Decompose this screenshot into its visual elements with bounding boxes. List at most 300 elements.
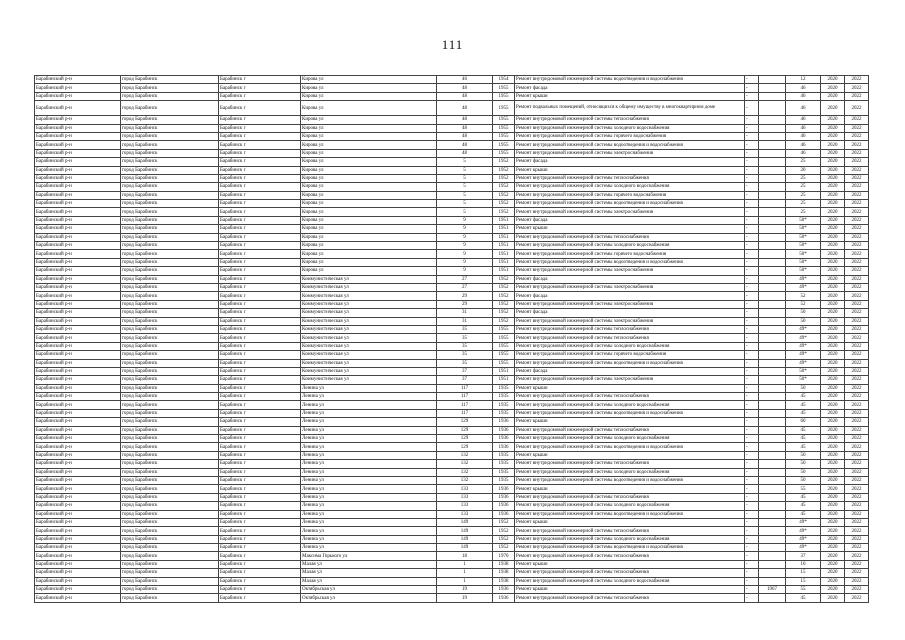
year-from-cell: 2020 [821,208,845,216]
work-type-cell: Ремонт крыши [515,225,745,233]
extra-year-cell [759,267,786,275]
year-built-cell: 1951 [493,242,515,250]
street-cell: Кирова ул [301,92,437,100]
percent-cell: 50 [786,476,821,484]
work-type-cell: Ремонт внутридомовой инженерной системы теплоснабжения [515,426,745,434]
percent-cell: 45 [786,493,821,501]
street-cell: Кирова ул [301,174,437,182]
table-row [35,435,869,443]
extra-year-cell [759,560,786,568]
house-number-cell: 117 [437,409,493,417]
table-row [35,292,869,300]
settlement-cell: город Барабинск [121,325,219,333]
street-cell: Ленина ул [301,527,437,535]
year-from-cell: 2020 [821,510,845,518]
year-built-cell: 1970 [493,552,515,560]
percent-cell: 25 [786,191,821,199]
year-built-cell: 1955 [493,359,515,367]
table-row [35,250,869,258]
street-cell: Октябрьская ул [301,594,437,602]
district-cell: Барабинский р-н [35,510,121,518]
table-row [35,510,869,518]
dash-cell: - [745,166,759,174]
settlement-cell: город Барабинск [121,426,219,434]
locality-cell: Барабинск г [219,426,301,434]
work-type-cell: Ремонт крыши [515,560,745,568]
dash-cell: - [745,283,759,291]
dash-cell: - [745,300,759,308]
house-number-cell: 48 [437,116,493,124]
settlement-cell: город Барабинск [121,586,219,594]
year-built-cell: 1952 [493,292,515,300]
extra-year-cell [759,351,786,359]
table-row [35,300,869,308]
extra-year-cell [759,233,786,241]
street-cell: Ленина ул [301,518,437,526]
percent-cell: 12 [786,76,821,84]
street-cell: Ленина ул [301,435,437,443]
table-row [35,141,869,149]
year-built-cell: 1955 [493,116,515,124]
work-type-cell: Ремонт крыши [515,518,745,526]
locality-cell: Барабинск г [219,476,301,484]
extra-year-cell [759,569,786,577]
year-built-cell: 1951 [493,376,515,384]
district-cell: Барабинский р-н [35,116,121,124]
year-from-cell: 2020 [821,426,845,434]
year-to-cell: 2022 [845,376,869,384]
table-row [35,426,869,434]
street-cell: Ленина ул [301,502,437,510]
work-type-cell: Ремонт внутридомовой инженерной системы горячего водоснабжения [515,132,745,140]
work-type-cell: Ремонт внутридомовой инженерной системы теплоснабжения [515,334,745,342]
work-type-cell: Ремонт внутридомовой инженерной системы водоотведения и водоснабжения [515,476,745,484]
dash-cell: - [745,426,759,434]
district-cell: Барабинский р-н [35,418,121,426]
locality-cell: Барабинск г [219,493,301,501]
extra-year-cell [759,141,786,149]
work-type-cell: Ремонт внутридомовой инженерной системы водоотведения и водоснабжения [515,409,745,417]
year-to-cell: 2022 [845,124,869,132]
extra-year-cell [759,342,786,350]
year-from-cell: 2020 [821,242,845,250]
house-number-cell: 5 [437,200,493,208]
work-type-cell: Ремонт внутридомовой инженерной системы теплоснабжения [515,116,745,124]
street-cell: Кирова ул [301,141,437,149]
percent-cell: 49* [786,359,821,367]
percent-cell: 25 [786,158,821,166]
street-cell: Коммунистическая ул [301,359,437,367]
year-to-cell: 2022 [845,267,869,275]
locality-cell: Барабинск г [219,409,301,417]
house-number-cell: 5 [437,191,493,199]
street-cell: Ленина ул [301,468,437,476]
percent-cell: 45 [786,594,821,602]
house-number-cell: 133 [437,485,493,493]
table-row [35,76,869,84]
extra-year-cell [759,317,786,325]
settlement-cell: город Барабинск [121,359,219,367]
year-built-cell: 1955 [493,334,515,342]
work-type-cell: Ремонт внутридомовой инженерной системы горячего водоснабжения [515,250,745,258]
year-built-cell: 1955 [493,132,515,140]
settlement-cell: город Барабинск [121,367,219,375]
locality-cell: Барабинск г [219,351,301,359]
year-built-cell: 1936 [493,435,515,443]
dash-cell: - [745,116,759,124]
extra-year-cell [759,208,786,216]
year-from-cell: 2020 [821,393,845,401]
settlement-cell: город Барабинск [121,342,219,350]
locality-cell: Барабинск г [219,233,301,241]
house-number-cell: 46 [437,76,493,84]
table-row [35,84,869,92]
year-to-cell: 2022 [845,518,869,526]
locality-cell: Барабинск г [219,84,301,92]
year-built-cell: 1936 [493,502,515,510]
dash-cell: - [745,132,759,140]
year-to-cell: 2022 [845,116,869,124]
dash-cell: - [745,317,759,325]
settlement-cell: город Барабинск [121,116,219,124]
locality-cell: Барабинск г [219,158,301,166]
year-to-cell: 2022 [845,510,869,518]
house-number-cell: 133 [437,493,493,501]
year-from-cell: 2020 [821,101,845,116]
year-from-cell: 2020 [821,418,845,426]
extra-year-cell [759,292,786,300]
street-cell: Малая ул [301,560,437,568]
extra-year-cell [759,250,786,258]
street-cell: Ленина ул [301,418,437,426]
house-number-cell: 48 [437,141,493,149]
extra-year-cell [759,84,786,92]
table-row [35,552,869,560]
district-cell: Барабинский р-н [35,216,121,224]
dash-cell: - [745,577,759,585]
house-number-cell: 129 [437,435,493,443]
year-to-cell: 2022 [845,393,869,401]
locality-cell: Барабинск г [219,384,301,392]
locality-cell: Барабинск г [219,485,301,493]
percent-cell: 15 [786,569,821,577]
year-built-cell: 1936 [493,594,515,602]
year-built-cell: 1935 [493,468,515,476]
percent-cell: 46 [786,116,821,124]
year-built-cell: 1936 [493,426,515,434]
work-type-cell: Ремонт крыши [515,166,745,174]
house-number-cell: 5 [437,158,493,166]
year-from-cell: 2020 [821,275,845,283]
year-from-cell: 2020 [821,317,845,325]
locality-cell: Барабинск г [219,76,301,84]
year-built-cell: 1955 [493,325,515,333]
locality-cell: Барабинск г [219,560,301,568]
district-cell: Барабинский р-н [35,376,121,384]
dash-cell: - [745,233,759,241]
extra-year-cell [759,476,786,484]
settlement-cell: город Барабинск [121,401,219,409]
house-number-cell: 35 [437,334,493,342]
table-row [35,208,869,216]
settlement-cell: город Барабинск [121,124,219,132]
percent-cell: 60 [786,418,821,426]
locality-cell: Барабинск г [219,141,301,149]
year-to-cell: 2022 [845,342,869,350]
percent-cell: 50* [786,216,821,224]
work-type-cell: Ремонт подвальных помещений, относящихся к общему имуществу в многоквартирном доме [515,101,745,116]
settlement-cell: город Барабинск [121,283,219,291]
dash-cell: - [745,502,759,510]
year-to-cell: 2022 [845,191,869,199]
house-number-cell: 1 [437,577,493,585]
house-number-cell: 149 [437,535,493,543]
district-cell: Барабинский р-н [35,191,121,199]
extra-year-cell [759,577,786,585]
work-type-cell: Ремонт внутридомовой инженерной системы холодного водоснабжения [515,502,745,510]
work-type-cell: Ремонт внутридомовой инженерной системы водоотведения и водоснабжения [515,544,745,552]
street-cell: Коммунистическая ул [301,317,437,325]
year-to-cell: 2022 [845,158,869,166]
work-type-cell: Ремонт фасада [515,309,745,317]
extra-year-cell [759,158,786,166]
extra-year-cell [759,426,786,434]
dash-cell: - [745,351,759,359]
settlement-cell: город Барабинск [121,594,219,602]
year-built-cell: 1935 [493,409,515,417]
settlement-cell: город Барабинск [121,451,219,459]
percent-cell: 46 [786,132,821,140]
percent-cell: 50 [786,451,821,459]
dash-cell: - [745,409,759,417]
dash-cell: - [745,418,759,426]
locality-cell: Барабинск г [219,191,301,199]
extra-year-cell [759,418,786,426]
percent-cell: 50* [786,233,821,241]
extra-year-cell [759,493,786,501]
table-row [35,166,869,174]
settlement-cell: город Барабинск [121,493,219,501]
percent-cell: 25 [786,208,821,216]
year-built-cell: 1935 [493,460,515,468]
locality-cell: Барабинск г [219,342,301,350]
locality-cell: Барабинск г [219,325,301,333]
dash-cell: - [745,84,759,92]
year-to-cell: 2022 [845,183,869,191]
table-row [35,216,869,224]
extra-year-cell [759,535,786,543]
settlement-cell: город Барабинск [121,191,219,199]
year-built-cell: 1938 [493,560,515,568]
street-cell: Ленина ул [301,401,437,409]
dash-cell: - [745,141,759,149]
extra-year-cell [759,401,786,409]
locality-cell: Барабинск г [219,317,301,325]
percent-cell: 37 [786,552,821,560]
page-number: 111 [441,37,464,52]
district-cell: Барабинский р-н [35,544,121,552]
year-to-cell: 2022 [845,359,869,367]
district-cell: Барабинский р-н [35,250,121,258]
locality-cell: Барабинск г [219,183,301,191]
house-number-cell: 35 [437,342,493,350]
work-type-cell: Ремонт внутридомовой инженерной системы водоотведения и водоснабжения [515,76,745,84]
house-number-cell: 117 [437,401,493,409]
table-row [35,233,869,241]
year-built-cell: 1955 [493,149,515,157]
locality-cell: Барабинск г [219,586,301,594]
settlement-cell: город Барабинск [121,216,219,224]
dash-cell: - [745,200,759,208]
dash-cell: - [745,435,759,443]
year-built-cell: 1936 [493,443,515,451]
settlement-cell: город Барабинск [121,569,219,577]
work-type-cell: Ремонт крыши [515,586,745,594]
dash-cell: - [745,292,759,300]
work-type-cell: Ремонт внутридомовой инженерной системы горячего водоснабжения [515,191,745,199]
house-number-cell: 29 [437,292,493,300]
district-cell: Барабинский р-н [35,359,121,367]
year-built-cell: 1938 [493,577,515,585]
locality-cell: Барабинск г [219,275,301,283]
percent-cell: 50 [786,317,821,325]
house-number-cell: 9 [437,250,493,258]
year-to-cell: 2022 [845,535,869,543]
work-type-cell: Ремонт внутридомовой инженерной системы теплоснабжения [515,174,745,182]
dash-cell: - [745,393,759,401]
dash-cell: - [745,535,759,543]
year-to-cell: 2022 [845,460,869,468]
work-type-cell: Ремонт внутридомовой инженерной системы электроснабжения [515,149,745,157]
street-cell: Кирова ул [301,158,437,166]
percent-cell: 50 [786,309,821,317]
table-row [35,443,869,451]
district-cell: Барабинский р-н [35,502,121,510]
year-from-cell: 2020 [821,116,845,124]
settlement-cell: город Барабинск [121,409,219,417]
street-cell: Кирова ул [301,250,437,258]
work-type-cell: Ремонт фасада [515,292,745,300]
extra-year-cell [759,468,786,476]
extra-year-cell [759,216,786,224]
table-row [35,376,869,384]
district-cell: Барабинский р-н [35,292,121,300]
year-built-cell: 1952 [493,300,515,308]
district-cell: Барабинский р-н [35,393,121,401]
dash-cell: - [745,158,759,166]
settlement-cell: город Барабинск [121,317,219,325]
year-built-cell: 1952 [493,158,515,166]
extra-year-cell [759,334,786,342]
locality-cell: Барабинск г [219,468,301,476]
dash-cell: - [745,267,759,275]
table-row [35,158,869,166]
year-from-cell: 2020 [821,502,845,510]
extra-year-cell [759,275,786,283]
year-from-cell: 2020 [821,225,845,233]
year-built-cell: 1955 [493,141,515,149]
percent-cell: 50 [786,460,821,468]
work-type-cell: Ремонт внутридомовой инженерной системы водоотведения и водоснабжения [515,141,745,149]
dash-cell: - [745,101,759,116]
table-row [35,325,869,333]
year-from-cell: 2020 [821,92,845,100]
settlement-cell: город Барабинск [121,158,219,166]
house-number-cell: 117 [437,384,493,392]
percent-cell: 10 [786,560,821,568]
street-cell: Коммунистическая ул [301,342,437,350]
dash-cell: - [745,250,759,258]
locality-cell: Барабинск г [219,569,301,577]
street-cell: Ленина ул [301,476,437,484]
year-to-cell: 2022 [845,401,869,409]
street-cell: Коммунистическая ул [301,275,437,283]
year-from-cell: 2020 [821,552,845,560]
district-cell: Барабинский р-н [35,426,121,434]
district-cell: Барабинский р-н [35,267,121,275]
district-cell: Барабинский р-н [35,586,121,594]
extra-year-cell [759,594,786,602]
house-number-cell: 9 [437,258,493,266]
district-cell: Барабинский р-н [35,476,121,484]
dash-cell: - [745,359,759,367]
percent-cell: 45 [786,401,821,409]
house-number-cell: 48 [437,101,493,116]
year-from-cell: 2020 [821,518,845,526]
settlement-cell: город Барабинск [121,225,219,233]
year-from-cell: 2020 [821,594,845,602]
year-to-cell: 2022 [845,283,869,291]
percent-cell: 46 [786,101,821,116]
settlement-cell: город Барабинск [121,258,219,266]
locality-cell: Барабинск г [219,518,301,526]
extra-year-cell [759,544,786,552]
table-row [35,124,869,132]
district-cell: Барабинский р-н [35,275,121,283]
year-from-cell: 2020 [821,485,845,493]
district-cell: Барабинский р-н [35,535,121,543]
street-cell: Кирова ул [301,116,437,124]
settlement-cell: город Барабинск [121,535,219,543]
street-cell: Ленина ул [301,460,437,468]
table-row [35,418,869,426]
percent-cell: 49* [786,351,821,359]
settlement-cell: город Барабинск [121,174,219,182]
year-to-cell: 2022 [845,166,869,174]
year-from-cell: 2020 [821,76,845,84]
extra-year-cell [759,166,786,174]
table-row [35,183,869,191]
locality-cell: Барабинск г [219,208,301,216]
locality-cell: Барабинск г [219,92,301,100]
percent-cell: 52 [786,292,821,300]
year-built-cell: 1951 [493,233,515,241]
settlement-cell: город Барабинск [121,233,219,241]
street-cell: Коммунистическая ул [301,300,437,308]
district-cell: Барабинский р-н [35,233,121,241]
year-to-cell: 2022 [845,552,869,560]
settlement-cell: город Барабинск [121,418,219,426]
district-cell: Барабинский р-н [35,451,121,459]
extra-year-cell [759,174,786,182]
settlement-cell: город Барабинск [121,510,219,518]
street-cell: Кирова ул [301,216,437,224]
year-from-cell: 2020 [821,460,845,468]
year-to-cell: 2022 [845,92,869,100]
table-row [35,468,869,476]
settlement-cell: город Барабинск [121,242,219,250]
year-from-cell: 2020 [821,183,845,191]
